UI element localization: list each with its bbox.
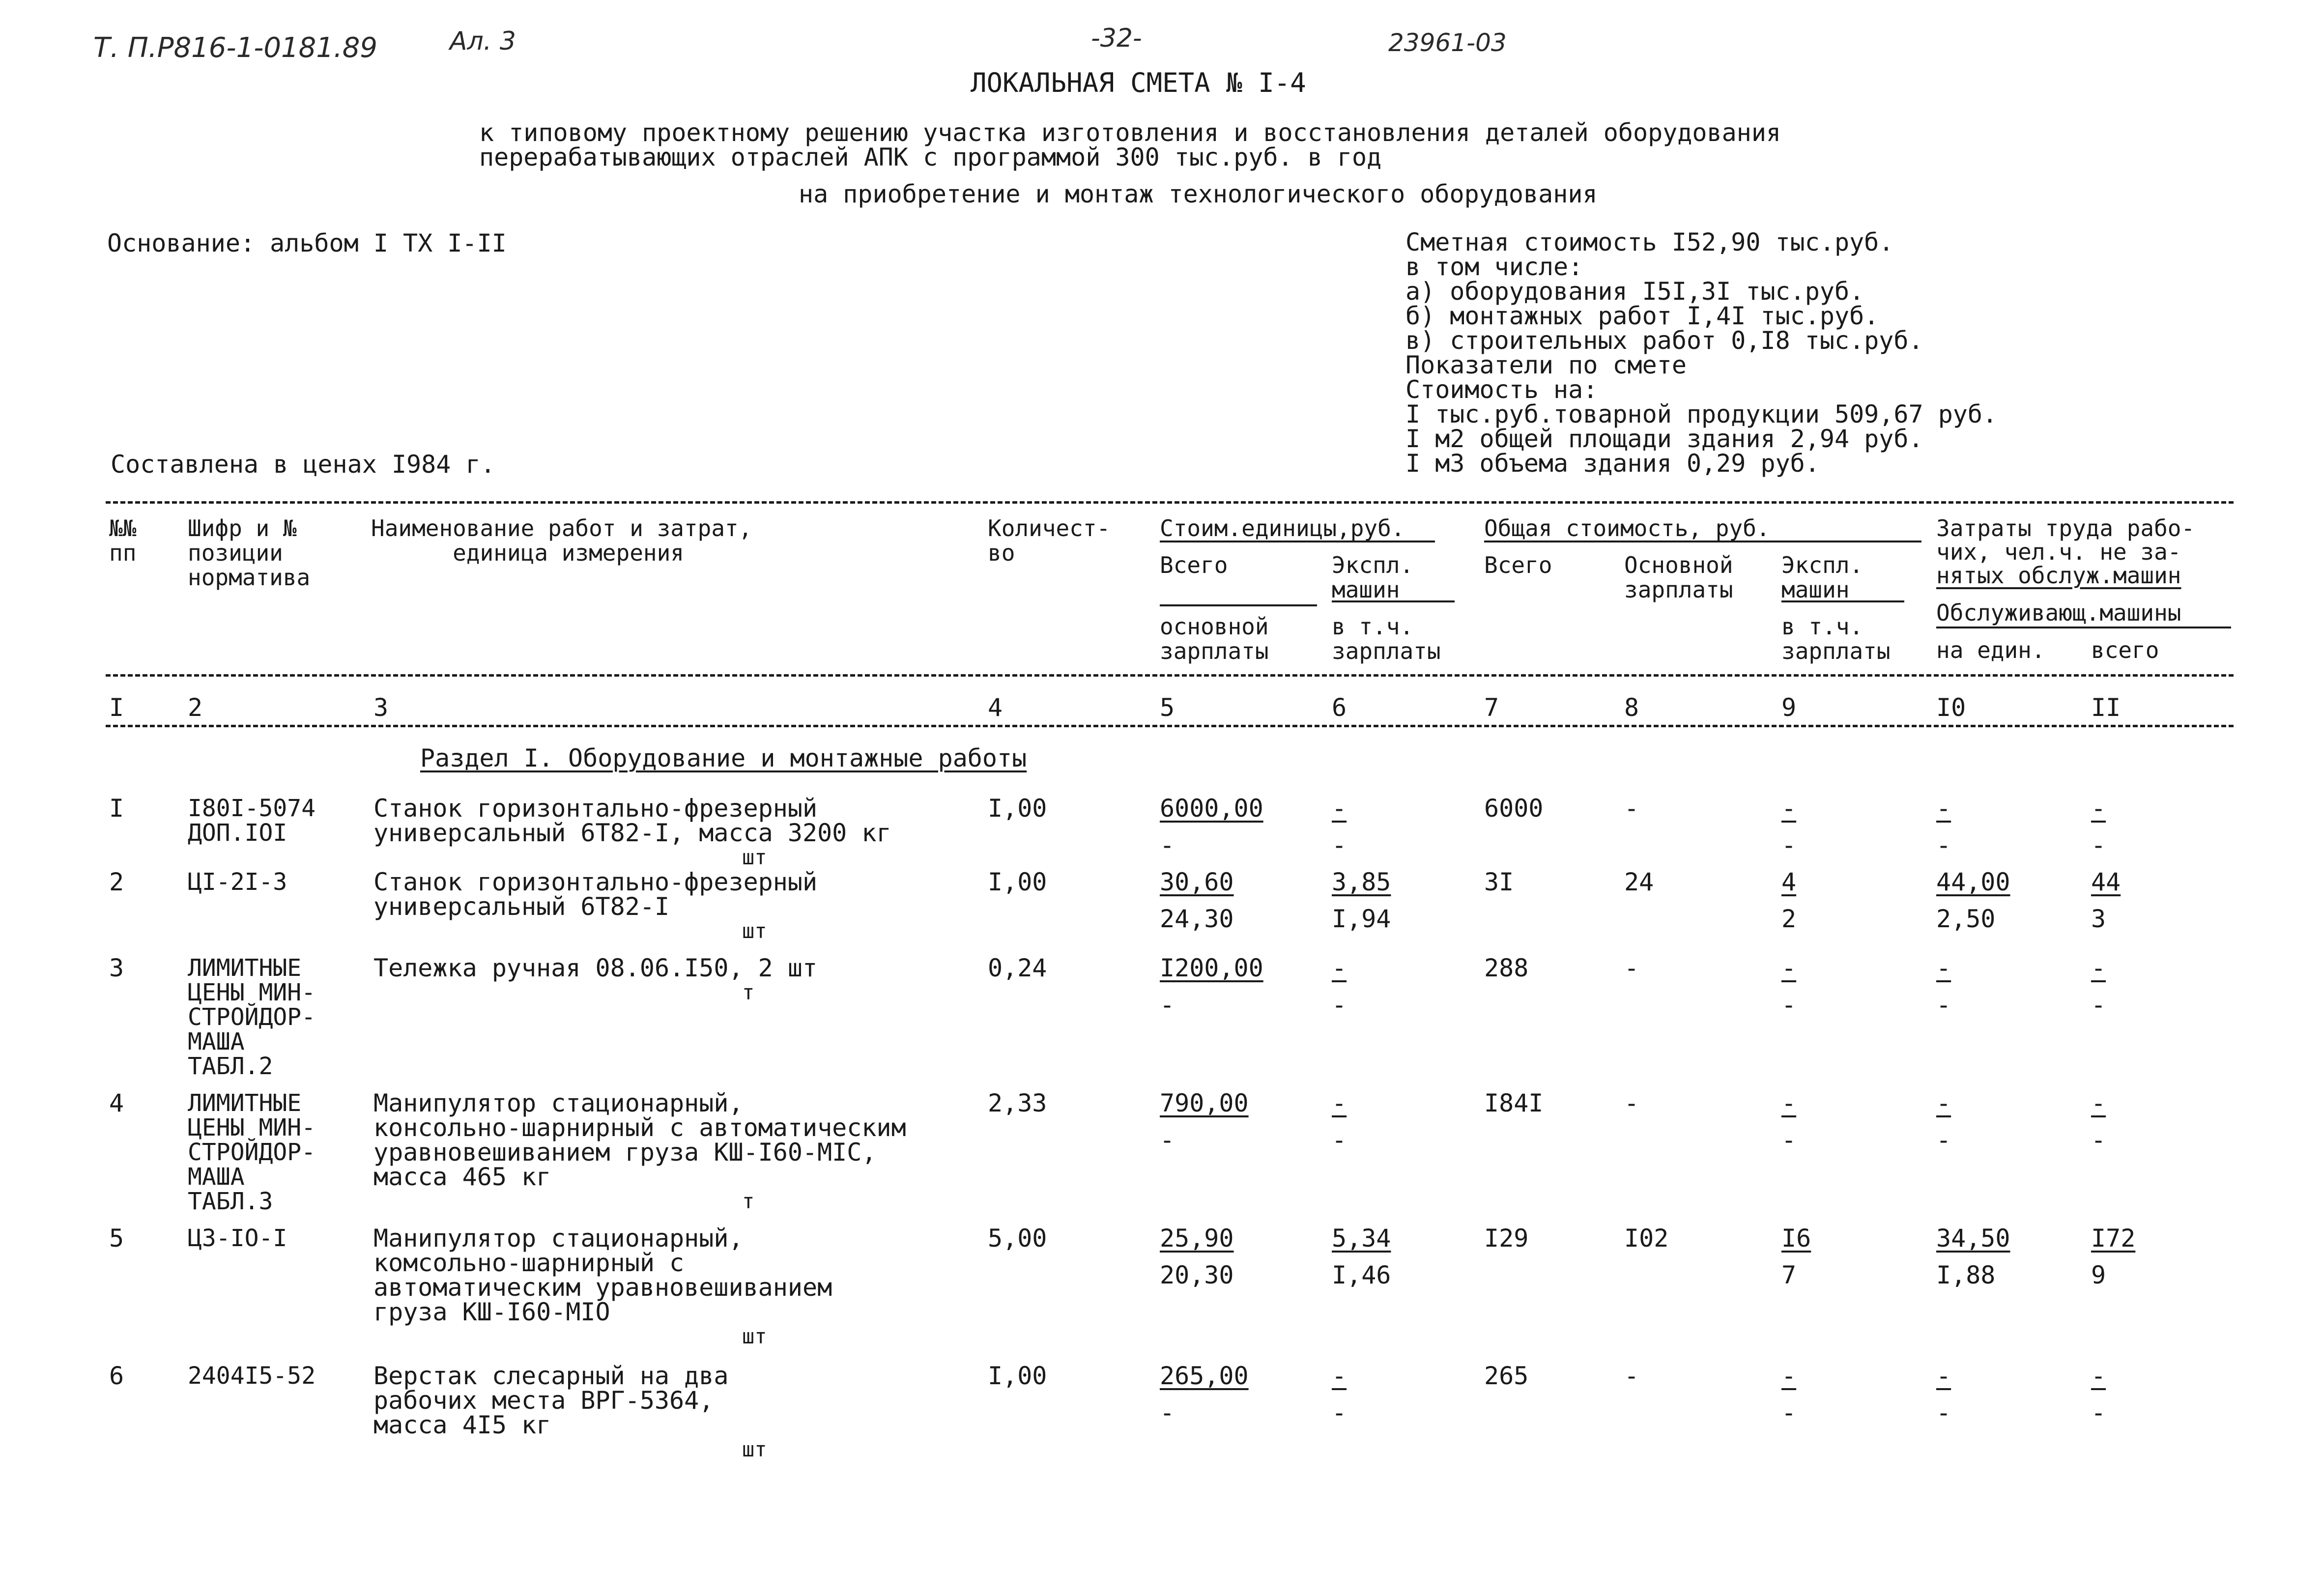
row-unit-cost-machines: - xyxy=(1332,1362,1347,1390)
colnum-4: 4 xyxy=(988,693,1003,722)
row-number: 2 xyxy=(109,868,124,896)
row-code: ЦЗ-IO-I xyxy=(188,1225,287,1252)
summary-total: Сметная стоимость I52,90 тыс.руб. xyxy=(1405,228,1894,256)
row-labor-per-unit-machines: - xyxy=(1936,1398,1951,1427)
row-labor-per-unit-machines: - xyxy=(1936,1126,1951,1154)
row-quantity: I,00 xyxy=(988,868,1047,896)
row-unit-cost-machine-salary: - xyxy=(1332,1398,1347,1427)
row-number: 4 xyxy=(109,1089,124,1117)
row-description: Манипулятор стационарный, комсольно-шарнирный с автоматическим уравновешиванием груза КШ-I60-МIО xyxy=(373,1224,832,1326)
summary-per-area: I м2 общей площади здания 2,94 руб. xyxy=(1405,425,1923,453)
row-labor-per-unit: - xyxy=(1936,954,1951,982)
colnum-rule xyxy=(106,725,2234,727)
summary-per-volume: I м3 объема здания 0,29 руб. xyxy=(1405,449,1820,478)
row-total-machines: I6 xyxy=(1781,1224,1811,1253)
row-total-cost: 6000 xyxy=(1484,794,1544,823)
row-unit-cost-total: 6000,00 xyxy=(1160,794,1263,823)
labor-machines-rule xyxy=(1936,627,2231,628)
row-unit-cost-salary: 24,30 xyxy=(1160,905,1234,933)
row-total-machine-salary: - xyxy=(1781,831,1797,859)
row-code: ЛИМИТНЫЕ ЦЕНЫ МИН- СТРОЙДОР- МАША ТАБЛ.3 xyxy=(188,1089,316,1215)
col-qty-header: Количест- во xyxy=(988,515,1111,566)
row-total-cost: 288 xyxy=(1484,954,1529,982)
row-unit-cost-machines: - xyxy=(1332,794,1347,823)
row-unit-cost-machines: - xyxy=(1332,1089,1347,1117)
row-labor-per-unit: - xyxy=(1936,1089,1951,1117)
row-unit-cost-salary: - xyxy=(1160,991,1175,1019)
total-cost-group-header: Общая стоимость, руб. xyxy=(1484,515,1770,542)
row-unit-cost-salary: 20,30 xyxy=(1160,1261,1234,1289)
subtitle-line-2: перерабатывающих отраслей АПК с программой 300 тыс.руб. в год xyxy=(479,143,1382,171)
colnum-9: 9 xyxy=(1781,693,1797,722)
row-description: Манипулятор стационарный, консольно-шарнирный с автоматическим уравновешиванием груза КШ-I60-МIС, масса 465 кг xyxy=(373,1089,906,1191)
row-labor-per-unit-machines: - xyxy=(1936,991,1951,1019)
row-description: Верстак слесарный на два рабочих места ВРГ-5364, масса 4I5 кг xyxy=(373,1362,729,1439)
colnum-10: I0 xyxy=(1936,693,1966,722)
unit-cost-group-rule xyxy=(1160,541,1435,542)
col9-machines-rule xyxy=(1781,600,1904,602)
header-bottom-rule xyxy=(106,674,2234,677)
row-unit-cost-total: I200,00 xyxy=(1160,954,1263,982)
row-labor-total-machines: 9 xyxy=(2091,1261,2106,1289)
row-total-salary: I02 xyxy=(1624,1224,1669,1253)
page-number: -32- xyxy=(1091,24,1142,53)
row-labor-per-unit: - xyxy=(1936,1362,1951,1390)
summary-construction: в) строительных работ 0,I8 тыс.руб. xyxy=(1405,326,1923,355)
row-unit-cost-machine-salary: - xyxy=(1332,831,1347,859)
unit-cost-group-header: Стоим.единицы,руб. xyxy=(1160,515,1405,542)
row-total-machines: - xyxy=(1781,1089,1797,1117)
row-description: Станок горизонтально-фрезерный универсальный 6Т82-I, масса 3200 кг xyxy=(373,794,891,847)
col5-salary-header: основной зарплаты xyxy=(1160,613,1269,664)
row-unit-cost-total: 790,00 xyxy=(1160,1089,1249,1117)
labor-group-header-1: Затраты труда рабо- xyxy=(1936,515,2195,542)
row-total-machine-salary: 7 xyxy=(1781,1261,1797,1289)
row-unit-cost-machines: - xyxy=(1332,954,1347,982)
colnum-3: 3 xyxy=(373,693,389,722)
summary-per-product: I тыс.руб.товарной продукции 509,67 руб. xyxy=(1405,400,1998,428)
col7-total-header: Всего xyxy=(1484,552,1552,578)
colnum-6: 6 xyxy=(1332,693,1347,722)
col9-salary-header: в т.ч. зарплаты xyxy=(1781,613,1891,664)
row-unit-cost-machine-salary: I,94 xyxy=(1332,905,1391,933)
row-code: ЦI-2I-3 xyxy=(188,868,287,896)
subtitle-line-1: к типовому проектному решению участка изготовления и восстановления деталей оборудования xyxy=(479,118,1781,147)
col10-per-unit-header: на един. xyxy=(1936,637,2045,663)
row-total-salary: - xyxy=(1624,1089,1639,1117)
summary-including: в том числе: xyxy=(1405,253,1583,281)
subtitle-line-3: на приобретение и монтаж технологического оборудования xyxy=(799,180,1598,208)
row-total-machines: - xyxy=(1781,1362,1797,1390)
summary-installation: б) монтажных работ I,4I тыс.руб. xyxy=(1405,302,1879,330)
colnum-11: II xyxy=(2091,693,2121,722)
colnum-1: I xyxy=(109,693,124,722)
row-labor-total-machines: - xyxy=(2091,1398,2106,1427)
labor-group-header-2: чих, чел.ч. не за- xyxy=(1936,539,2181,565)
row-total-cost: 3I xyxy=(1484,868,1514,896)
col9-machines-header: Экспл. машин xyxy=(1781,552,1863,603)
col5-split-rule xyxy=(1160,604,1317,606)
row-description: Тележка ручная 08.06.I50, 2 шт xyxy=(373,954,818,982)
row-total-salary: - xyxy=(1624,1362,1639,1390)
row-labor-total: - xyxy=(2091,1362,2106,1390)
row-quantity: 0,24 xyxy=(988,954,1047,982)
row-unit-cost-machines: 5,34 xyxy=(1332,1224,1391,1253)
row-number: 5 xyxy=(109,1224,124,1253)
row-total-machine-salary: - xyxy=(1781,991,1797,1019)
row-total-cost: I84I xyxy=(1484,1089,1544,1117)
row-total-machine-salary: 2 xyxy=(1781,905,1797,933)
section-title: Раздел I. Оборудование и монтажные работы xyxy=(420,744,1027,772)
row-total-cost: 265 xyxy=(1484,1362,1529,1390)
labor-machines-subheader: Обслуживающ.машины xyxy=(1936,599,2181,626)
document-number: 23961-03 xyxy=(1388,28,1507,57)
album-number: Ал. 3 xyxy=(450,27,516,56)
row-labor-per-unit: 44,00 xyxy=(1936,868,2010,896)
row-unit: шт xyxy=(742,919,767,943)
row-unit-cost-total: 265,00 xyxy=(1160,1362,1249,1390)
row-total-machine-salary: - xyxy=(1781,1126,1797,1154)
row-quantity: I,00 xyxy=(988,1362,1047,1390)
row-total-salary: - xyxy=(1624,794,1639,823)
row-quantity: 2,33 xyxy=(988,1089,1047,1117)
row-total-machines: 4 xyxy=(1781,868,1797,896)
row-labor-per-unit-machines: I,88 xyxy=(1936,1261,1996,1289)
row-quantity: 5,00 xyxy=(988,1224,1047,1253)
row-unit: т xyxy=(742,980,755,1004)
row-labor-per-unit-machines: - xyxy=(1936,831,1951,859)
prices-year: Составлена в ценах I984 г. xyxy=(111,450,495,479)
row-quantity: I,00 xyxy=(988,794,1047,823)
row-unit-cost-salary: - xyxy=(1160,1398,1175,1427)
row-unit: шт xyxy=(742,1437,767,1461)
row-code: ЛИМИТНЫЕ ЦЕНЫ МИН- СТРОЙДОР- МАША ТАБЛ.2 xyxy=(188,954,316,1080)
col5-total-header: Всего xyxy=(1160,552,1228,578)
row-labor-total-machines: - xyxy=(2091,991,2106,1019)
col11-total-header: всего xyxy=(2091,637,2159,663)
row-labor-total: - xyxy=(2091,954,2106,982)
col6-machines-header: Экспл. машин xyxy=(1332,552,1414,603)
row-number: I xyxy=(109,794,124,823)
row-unit-cost-machine-salary: I,46 xyxy=(1332,1261,1391,1289)
row-labor-per-unit-machines: 2,50 xyxy=(1936,905,1996,933)
summary-equipment: а) оборудования I5I,3I тыс.руб. xyxy=(1405,277,1864,306)
page-title: ЛОКАЛЬНАЯ СМЕТА № I-4 xyxy=(971,67,1306,98)
document-code: Т. П.Р816-1-0181.89 xyxy=(93,32,377,64)
basis-text: Основание: альбом I ТХ I-II xyxy=(107,229,507,257)
row-unit: шт xyxy=(742,1324,767,1348)
col8-salary-header: Основной зарплаты xyxy=(1624,552,1733,603)
row-total-cost: I29 xyxy=(1484,1224,1529,1253)
row-unit-cost-machine-salary: - xyxy=(1332,1126,1347,1154)
colnum-5: 5 xyxy=(1160,693,1175,722)
row-description: Станок горизонтально-фрезерный универсальный 6Т82-I xyxy=(373,868,818,921)
row-unit-cost-total: 30,60 xyxy=(1160,868,1234,896)
colnum-2: 2 xyxy=(188,693,203,722)
row-unit-cost-machines: 3,85 xyxy=(1332,868,1391,896)
row-unit-cost-salary: - xyxy=(1160,831,1175,859)
row-unit-cost-salary: - xyxy=(1160,1126,1175,1154)
row-unit: т xyxy=(742,1189,755,1213)
row-total-machines: - xyxy=(1781,954,1797,982)
row-labor-per-unit: - xyxy=(1936,794,1951,823)
col6-salary-header: в т.ч. зарплаты xyxy=(1332,613,1441,664)
col-number-header: №№ пп xyxy=(109,515,137,566)
row-unit-cost-machine-salary: - xyxy=(1332,991,1347,1019)
row-labor-total: I72 xyxy=(2091,1224,2136,1253)
summary-cost-per: Стоимость на: xyxy=(1405,375,1598,404)
row-unit-cost-total: 25,90 xyxy=(1160,1224,1234,1253)
row-labor-total: - xyxy=(2091,1089,2106,1117)
col-code-header: Шифр и № позиции норматива xyxy=(188,515,311,591)
row-labor-total-machines: - xyxy=(2091,831,2106,859)
row-total-machine-salary: - xyxy=(1781,1398,1797,1427)
header-top-rule xyxy=(106,501,2234,504)
row-labor-total: 44 xyxy=(2091,868,2121,896)
row-code: 2404I5-52 xyxy=(188,1362,316,1390)
colnum-7: 7 xyxy=(1484,693,1499,722)
labor-group-header-3: нятых обслуж.машин xyxy=(1936,562,2181,589)
row-number: 6 xyxy=(109,1362,124,1390)
col6-machines-rule xyxy=(1332,600,1455,602)
row-total-salary: 24 xyxy=(1624,868,1654,896)
row-unit: шт xyxy=(742,845,767,869)
row-total-machines: - xyxy=(1781,794,1797,823)
colnum-8: 8 xyxy=(1624,693,1639,722)
row-code: I80I-5074 ДОП.IOI xyxy=(188,795,316,847)
total-cost-group-rule xyxy=(1484,541,1921,542)
row-labor-total-machines: - xyxy=(2091,1126,2106,1154)
row-number: 3 xyxy=(109,954,124,982)
row-labor-total-machines: 3 xyxy=(2091,905,2106,933)
row-labor-per-unit: 34,50 xyxy=(1936,1224,2010,1253)
summary-indicators: Показатели по смете xyxy=(1405,351,1687,379)
row-total-salary: - xyxy=(1624,954,1639,982)
row-labor-total: - xyxy=(2091,794,2106,823)
col-name-header: Наименование работ и затрат, единица измерения xyxy=(371,515,752,566)
